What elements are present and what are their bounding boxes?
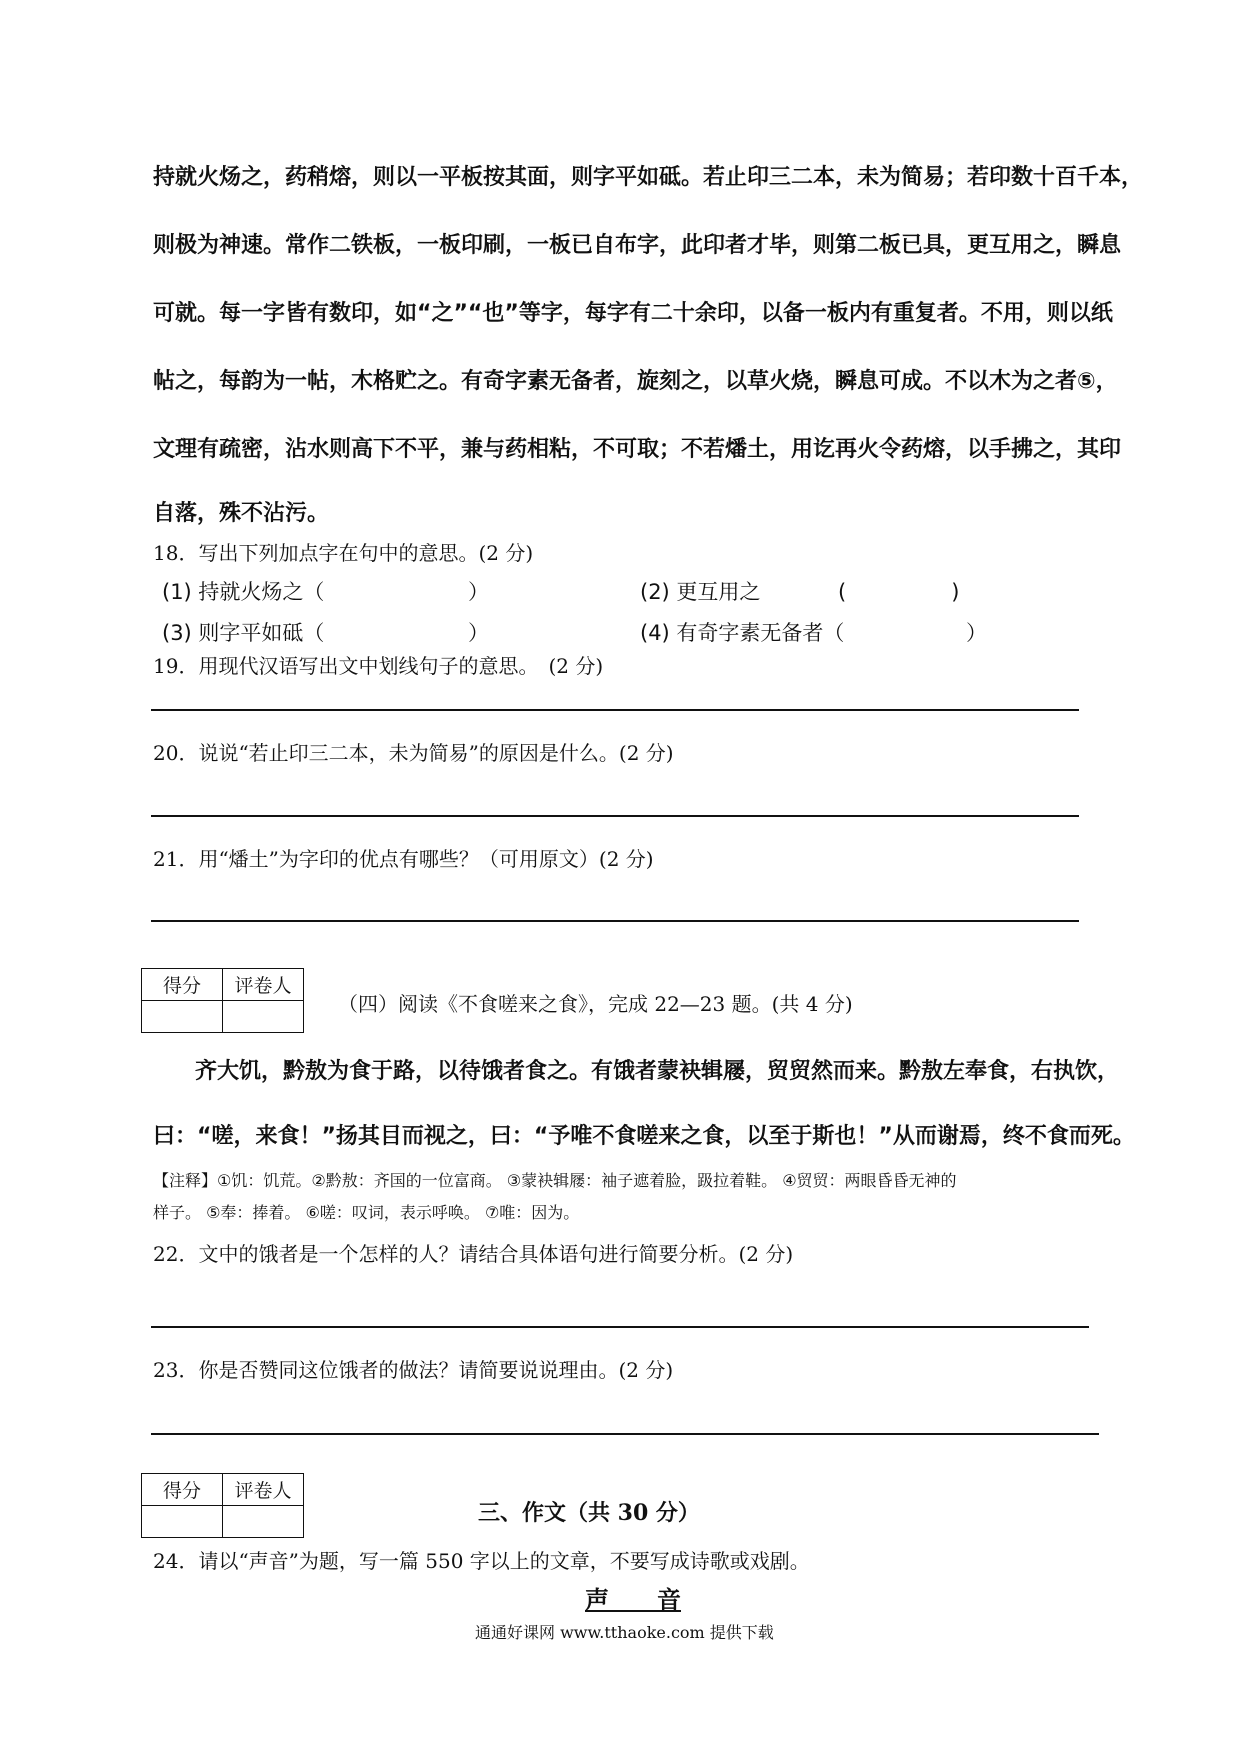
passage-line: 帖之，每韵为一帖，木格贮之。有奇字素无备者，旋刻之，以草火烧，瞬息可成。不以木为之者⑤， bbox=[153, 369, 1118, 394]
passage-line: 则极为神速。常作二铁板，一板印刷，一板已自布字，此印者才毕，则第二板已具，更互用之，瞬息 bbox=[153, 233, 1122, 258]
q18-item-1-close: ） bbox=[468, 580, 489, 604]
question-24: 24．请以“声音”为题，写一篇 550 字以上的文章，不要写成诗歌或戏剧。 bbox=[153, 1549, 810, 1573]
grader-cell[interactable] bbox=[223, 1001, 304, 1033]
section-4-heading: （四）阅读《不食嗟来之食》，完成 22—23 题。(共 4 分) bbox=[338, 992, 853, 1016]
passage-line: 自落，殊不沾污。 bbox=[153, 501, 330, 526]
passage2-line: 曰：“嗟，来食！”扬其目而视之，曰：“予唯不食嗟来之食，以至于斯也！”从而谢焉，终不食而死。 bbox=[153, 1124, 1135, 1149]
grader-label: 评卷人 bbox=[223, 1474, 304, 1506]
grader-cell[interactable] bbox=[223, 1506, 304, 1538]
score-table bbox=[141, 968, 304, 1033]
q18-item-4: (4) 有奇字素无备者（ bbox=[640, 621, 845, 645]
score-table bbox=[141, 1473, 304, 1538]
passage-line: 持就火炀之，药稍熔，则以一平板按其面，则字平如砥。若止印三二本，未为简易；若印数十百千本， bbox=[153, 165, 1144, 190]
question-19: 19．用现代汉语写出文中划线句子的意思。 (2 分) bbox=[153, 654, 604, 678]
notes-line: 样子。 ⑤奉：捧着。 ⑥嗟：叹词，表示呼唤。 ⑦唯：因为。 bbox=[153, 1203, 580, 1222]
answer-line bbox=[151, 1433, 1099, 1435]
score-label: 得分 bbox=[142, 969, 223, 1001]
answer-line bbox=[151, 1326, 1089, 1328]
essay-title: 声 音 bbox=[585, 1585, 681, 1614]
question-21: 21．用“燔土”为字印的优点有哪些？（可用原文）(2 分) bbox=[153, 847, 654, 871]
question-22: 22．文中的饿者是一个怎样的人？请结合具体语句进行简要分析。(2 分) bbox=[153, 1242, 794, 1266]
passage-line: 文理有疏密，沾水则高下不平，兼与药相粘，不可取；不若燔土，用讫再火令药熔，以手拂之，其印 bbox=[153, 437, 1122, 462]
question-20: 20．说说“若止印三二本，未为简易”的原因是什么。(2 分) bbox=[153, 741, 674, 765]
question-18: 18．写出下列加点字在句中的意思。(2 分) bbox=[153, 541, 534, 565]
q18-item-3: (3) 则字平如砥（ bbox=[162, 621, 325, 645]
passage-line: 可就。每一字皆有数印，如“之”“也”等字，每字有二十余印，以备一板内有重复者。不用，则以纸 bbox=[153, 301, 1113, 326]
q18-item-2: (2) 更互用之 bbox=[640, 580, 761, 604]
score-cell[interactable] bbox=[142, 1506, 223, 1538]
q18-item-2-close: ( ) bbox=[838, 580, 960, 604]
notes-line: 【注释】①饥：饥荒。②黔敖：齐国的一位富商。 ③蒙袂辑屦：袖子遮着脸，趿拉着鞋。 ④贸贸：两眼昏昏无神的 bbox=[153, 1171, 957, 1190]
q18-item-1: (1) 持就火炀之（ bbox=[162, 580, 325, 604]
answer-line bbox=[151, 815, 1079, 817]
passage2-line: 齐大饥，黔敖为食于路，以待饿者食之。有饿者蒙袂辑屦，贸贸然而来。黔敖左奉食，右执饮， bbox=[195, 1059, 1120, 1084]
score-label: 得分 bbox=[142, 1474, 223, 1506]
answer-line bbox=[151, 709, 1079, 711]
answer-line bbox=[151, 920, 1079, 922]
q18-item-3-close: ） bbox=[468, 621, 489, 645]
score-cell[interactable] bbox=[142, 1001, 223, 1033]
section-3-heading: 三、作文（共 30 分） bbox=[478, 1500, 700, 1526]
footer-credit: 通通好课网 www.tthaoke.com 提供下载 bbox=[475, 1623, 774, 1642]
grader-label: 评卷人 bbox=[223, 969, 304, 1001]
question-23: 23．你是否赞同这位饿者的做法？请简要说说理由。(2 分) bbox=[153, 1358, 674, 1382]
q18-item-4-close: ） bbox=[966, 621, 987, 645]
